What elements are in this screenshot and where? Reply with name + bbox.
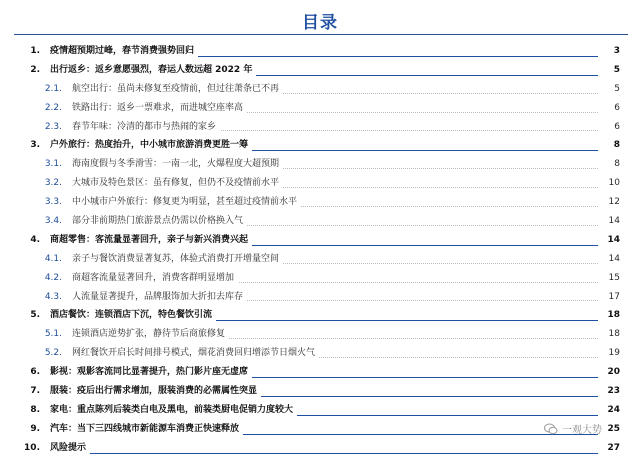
toc-subsection[interactable] xyxy=(0,80,640,99)
toc-title: 服装：疫后出行需求增加，服装消费的必需属性突显 xyxy=(50,382,261,401)
toc-page-number: 10 xyxy=(608,178,620,189)
toc-number: 3.2. xyxy=(44,178,62,189)
toc-number: 2. xyxy=(30,64,40,75)
toc-section[interactable] xyxy=(0,401,640,420)
toc-number: 2.3. xyxy=(44,121,62,132)
toc-title: 铁路出行：返乡一票难求，而进城空座率高 xyxy=(72,99,247,118)
toc-subsection[interactable] xyxy=(0,269,640,288)
toc-subsection[interactable] xyxy=(0,325,640,344)
toc-number: 5.2. xyxy=(44,348,62,359)
toc-section[interactable] xyxy=(0,231,640,250)
toc-section[interactable] xyxy=(0,42,640,61)
toc-title: 影视：观影客流同比显著提升，热门影片座无虚席 xyxy=(50,363,252,382)
toc-subsection[interactable] xyxy=(0,212,640,231)
toc-title: 中小城市户外旅行：修复更为明显，甚至超过疫情前水平 xyxy=(72,193,301,212)
page-title: 目录 xyxy=(302,13,338,33)
toc-number: 8. xyxy=(30,404,40,415)
toc-title: 海南度假与冬季滑雪：一南一北，火爆程度大超预期 xyxy=(72,155,283,174)
toc-subsection[interactable] xyxy=(0,118,640,137)
toc-subsection[interactable] xyxy=(0,174,640,193)
table-of-contents xyxy=(0,42,640,458)
toc-title: 大城市及特色景区：虽有修复，但仍不及疫情前水平 xyxy=(72,174,283,193)
toc-page-number: 14 xyxy=(608,253,620,264)
wechat-icon xyxy=(544,423,558,435)
toc-number: 4.1. xyxy=(44,253,62,264)
toc-title: 网红餐饮开启长时间排号模式，烟花消费回归增添节日烟火气 xyxy=(72,344,319,363)
toc-number: 5. xyxy=(30,310,40,321)
toc-number: 5.1. xyxy=(44,329,62,340)
toc-number: 3. xyxy=(30,140,40,151)
toc-section[interactable] xyxy=(0,136,640,155)
toc-page-number: 17 xyxy=(608,291,620,302)
toc-number: 2.2. xyxy=(44,102,62,113)
toc-section[interactable] xyxy=(0,306,640,325)
toc-title: 商超零售：客流量显著回升，亲子与新兴消费兴起 xyxy=(50,231,252,250)
toc-number: 4. xyxy=(30,234,40,245)
toc-title: 春节年味：冷清的都市与热闹的家乡 xyxy=(72,118,220,137)
toc-title: 汽车：当下三四线城市新能源车消费正快速释放 xyxy=(50,420,243,439)
toc-title: 亲子与餐饮消费显著复苏，体验式消费打开增量空间 xyxy=(72,250,283,269)
title-divider xyxy=(14,34,628,35)
toc-page-number: 12 xyxy=(608,197,620,208)
watermark xyxy=(544,421,602,436)
toc-subsection[interactable] xyxy=(0,99,640,118)
toc-page-number: 8 xyxy=(614,159,620,170)
toc-page-number: 6 xyxy=(614,121,620,132)
toc-page-number: 24 xyxy=(607,404,620,415)
toc-title: 人流量显著提升，品牌服饰加大折扣去库存 xyxy=(72,288,247,307)
toc-page-number: 8 xyxy=(613,140,620,151)
toc-title: 风险提示 xyxy=(50,439,90,458)
toc-page-number: 5 xyxy=(614,83,620,94)
toc-number: 3.3. xyxy=(44,197,62,208)
toc-page-number: 25 xyxy=(607,423,620,434)
toc-title: 酒店餐饮：连锁酒店下沉，特色餐饮引流 xyxy=(50,306,216,325)
toc-subsection[interactable] xyxy=(0,155,640,174)
toc-page-number: 23 xyxy=(607,386,620,397)
toc-title: 部分非前期热门旅游景点仍需以价格换入气 xyxy=(72,212,247,231)
toc-number: 6. xyxy=(30,367,40,378)
toc-subsection[interactable] xyxy=(0,288,640,307)
toc-title: 家电：重点陈列后装类白电及黑电，前装类厨电促销力度较大 xyxy=(50,401,297,420)
toc-page-number: 19 xyxy=(608,348,620,359)
toc-number: 3.4. xyxy=(44,216,62,227)
toc-subsection[interactable] xyxy=(0,344,640,363)
toc-number: 7. xyxy=(30,386,40,397)
toc-section[interactable] xyxy=(0,363,640,382)
toc-number: 10. xyxy=(24,442,40,453)
toc-number: 4.2. xyxy=(44,272,62,283)
toc-number: 2.1. xyxy=(44,83,62,94)
toc-number: 1. xyxy=(30,46,40,56)
toc-page-number: 6 xyxy=(614,102,620,113)
toc-number: 3.1. xyxy=(44,159,62,170)
toc-title: 疫情超预期过峰，春节消费强势回归 xyxy=(50,42,198,61)
toc-title: 连锁酒店逆势扩张，静待节后商旅修复 xyxy=(72,325,229,344)
toc-page-number: 3 xyxy=(613,46,620,56)
toc-section[interactable] xyxy=(0,382,640,401)
toc-number: 4.3. xyxy=(44,291,62,302)
toc-title: 商超客流量显著回升，消费客群明显增加 xyxy=(72,269,238,288)
toc-page-number: 14 xyxy=(608,216,620,227)
toc-page-number: 18 xyxy=(608,329,620,340)
toc-subsection[interactable] xyxy=(0,250,640,269)
toc-page-number: 27 xyxy=(607,442,620,453)
toc-page-number: 20 xyxy=(607,367,620,378)
toc-title: 出行返乡：返乡意愿强烈，春运人数远超 2022 年 xyxy=(50,61,256,80)
toc-page-number: 5 xyxy=(613,64,620,75)
toc-number: 9. xyxy=(30,423,40,434)
toc-page-number: 14 xyxy=(607,234,620,245)
toc-page-number: 15 xyxy=(608,272,620,283)
toc-page-number: 18 xyxy=(607,310,620,321)
toc-subsection[interactable] xyxy=(0,193,640,212)
toc-title: 户外旅行：热度抬升，中小城市旅游消费更胜一筹 xyxy=(50,136,252,155)
toc-section[interactable] xyxy=(0,439,640,458)
watermark-text: 一观大势 xyxy=(562,425,602,436)
toc-title: 航空出行：虽尚未修复至疫情前，但过往萧条已不再 xyxy=(72,80,283,99)
toc-leader xyxy=(50,453,598,454)
toc-section[interactable] xyxy=(0,61,640,80)
